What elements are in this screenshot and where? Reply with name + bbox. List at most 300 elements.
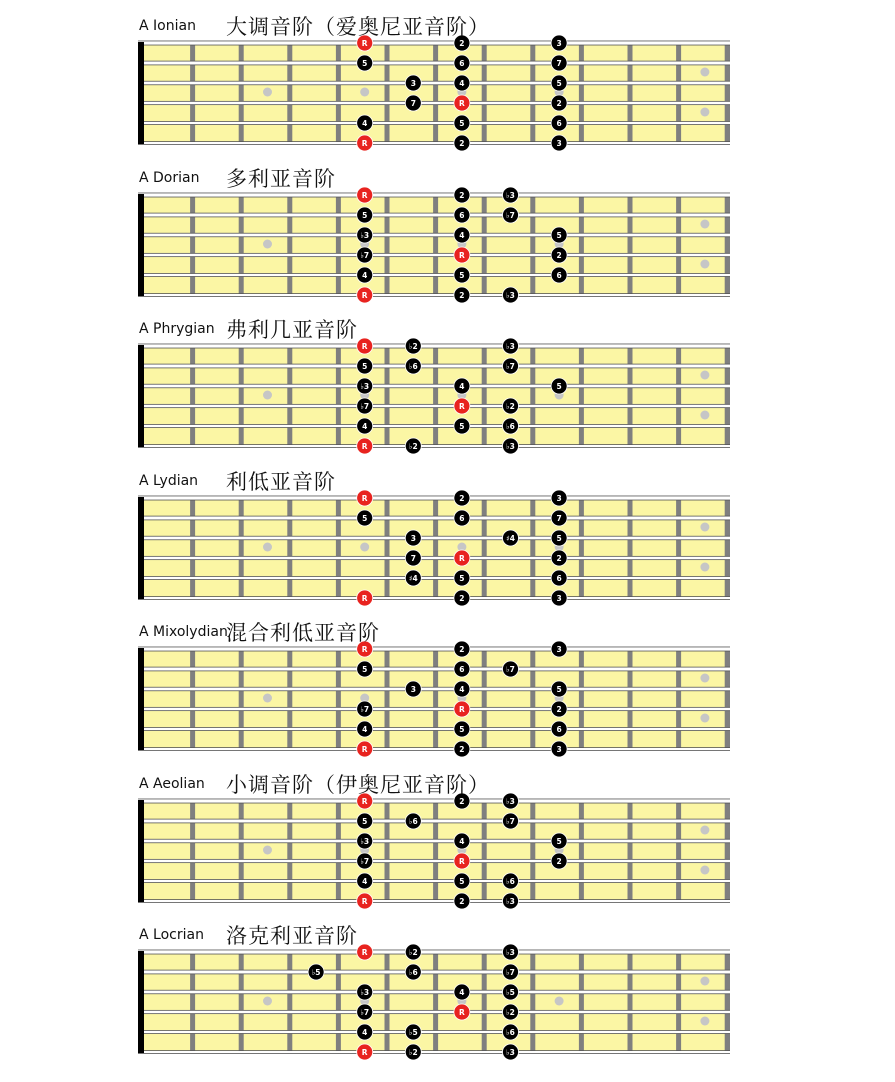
scale-note [357,1024,373,1040]
scale-note [503,287,519,303]
fret-inlay [700,674,709,683]
note-label: R [361,1048,368,1057]
note-label: 4 [362,1028,368,1037]
fretboard-edge [726,648,730,750]
scale-note [357,813,373,829]
note-label: 2 [459,290,465,300]
note-label: 5 [362,513,368,523]
scale-note [454,984,470,1000]
note-label: R [459,705,465,714]
fret-inlay [263,391,272,400]
scale-note [454,510,470,526]
fret-wire [530,42,535,144]
fret-wire [385,800,390,902]
fret-inlay [700,108,709,117]
scale-note [357,853,373,869]
note-label: 3 [556,493,562,503]
scale-note [454,418,470,434]
note-label: ♭3 [360,382,370,391]
note-label: R [361,796,368,806]
fretboard-diagram [0,606,895,757]
note-label: ♯4 [506,533,515,543]
scale-note [503,964,519,980]
fret-inlay [263,542,272,551]
fret-wire [287,951,292,1053]
scale-note [551,853,567,869]
fret-wire [676,194,681,296]
fret-wire [628,800,633,902]
fret-wire [628,951,633,1053]
scale-note [454,287,470,303]
note-label: 5 [459,725,465,734]
scale-chinese-name: 大调音阶（爱奥尼亚音阶） [226,15,490,39]
note-label: 4 [362,725,368,734]
note-label: ♭3 [506,290,515,300]
root-note [454,853,470,869]
scale-section [0,0,895,151]
fret-wire [239,497,244,599]
scale-english-name: A Ionian [139,18,196,34]
string-line [138,971,730,974]
nut [138,345,144,447]
scale-note [551,590,567,606]
fret-wire [336,42,341,144]
fret-inlay [700,522,709,531]
scale-note [503,873,519,889]
note-label: ♭6 [506,422,515,431]
fret-inlay [700,865,709,874]
note-label: ♭5 [506,988,515,997]
note-label: 7 [410,99,416,108]
note-label: ♭7 [506,816,515,826]
scale-note [551,35,567,51]
scale-note [503,530,519,546]
fret-wire [190,345,195,447]
fret-inlay [360,88,369,97]
string-line [138,597,730,599]
fret-wire [579,194,584,296]
fret-wire [628,194,633,296]
scale-note [454,681,470,697]
note-label: 7 [410,553,416,563]
fret-inlay [360,542,369,551]
note-label: 5 [362,362,368,371]
root-note [357,490,373,506]
scale-note [503,1004,519,1020]
scale-note [454,207,470,223]
note-label: 5 [556,836,562,846]
scale-note [454,135,470,151]
note-label: ♭7 [506,968,515,977]
fretboard-edge [726,42,730,144]
scale-note [551,267,567,283]
string-line [138,1051,730,1053]
scale-note [357,398,373,414]
scale-note [551,701,567,717]
string-line [138,445,730,447]
scale-note [503,1044,519,1060]
string-line [138,253,730,256]
nut [138,951,144,1053]
note-label: R [459,250,465,260]
note-label: R [361,39,368,48]
fret-inlay [700,825,709,834]
note-label: 5 [556,685,562,694]
note-label: 4 [459,79,465,88]
fret-inlay [700,714,709,723]
scale-note [357,873,373,889]
note-label: 4 [459,230,465,240]
fret-inlay [700,977,709,986]
note-label: 3 [556,645,562,654]
fret-wire [676,42,681,144]
fret-inlay [700,411,709,420]
fret-inlay [700,68,709,77]
note-label: ♭6 [506,876,515,886]
note-label: ♭3 [506,190,515,200]
note-label: 6 [459,513,465,523]
string-line [138,1011,730,1014]
fret-wire [190,194,195,296]
note-label: 3 [556,593,562,603]
note-label: 7 [556,59,562,68]
root-note [357,438,373,454]
nut [138,42,144,144]
string-line [138,62,730,65]
scale-section [0,455,895,606]
root-note [454,247,470,263]
fret-wire [287,648,292,750]
scale-note [551,378,567,394]
fretboard-diagram [0,909,895,1060]
fret-wire [190,42,195,144]
scale-note [551,721,567,737]
fret-inlay [263,239,272,248]
scale-english-name: A Dorian [139,169,200,186]
fret-wire [579,800,584,902]
scale-note [454,873,470,889]
string-line [138,294,730,296]
note-label: ♭3 [360,230,370,240]
fret-wire [336,800,341,902]
scale-note [503,944,519,960]
fret-inlay [700,1017,709,1026]
scale-note [503,207,519,223]
scale-note [357,55,373,71]
scale-note [454,721,470,737]
note-label: ♭7 [360,705,370,714]
scale-section [0,303,895,454]
scale-note [551,530,567,546]
fret-wire [239,345,244,447]
note-label: ♭3 [506,442,515,451]
fret-wire [530,497,535,599]
scale-chinese-name: 混合利低亚音阶 [226,621,380,645]
fret-wire [530,800,535,902]
fret-wire [433,497,438,599]
note-label: 5 [459,270,465,280]
fret-inlay [263,997,272,1006]
note-label: 4 [459,988,465,997]
scale-section [0,606,895,757]
string-line [138,516,730,519]
scale-note [454,55,470,71]
fret-wire [190,951,195,1053]
scale-note [454,661,470,677]
scale-note [454,378,470,394]
string-line [138,799,730,802]
note-label: 4 [459,382,465,391]
scale-note [405,944,421,960]
note-label: ♭6 [408,362,418,371]
string-line [138,728,730,730]
note-label: 5 [362,665,368,674]
note-label: 2 [556,99,562,108]
fret-wire [336,194,341,296]
scale-note [454,227,470,243]
scale-chinese-name: 多利亚音阶 [226,166,336,191]
scale-note [357,227,373,243]
scale-note [551,227,567,243]
string-line [138,900,730,902]
note-label: ♭5 [311,968,321,977]
fret-wire [385,345,390,447]
fret-wire [385,648,390,750]
note-label: 5 [459,119,465,128]
fret-wire [530,194,535,296]
note-label: ♭2 [506,402,515,411]
string-line [138,950,730,953]
string-line [138,839,730,842]
scale-note [551,95,567,111]
scale-chinese-name: 弗利几亚音阶 [226,318,358,342]
note-label: ♭7 [360,1008,370,1017]
note-label: 2 [459,190,465,200]
note-label: ♭5 [408,1028,418,1037]
scale-note [503,418,519,434]
note-label: 2 [556,250,562,260]
scale-note [405,550,421,566]
string-line [138,233,730,236]
note-label: R [361,442,368,451]
note-label: 3 [556,139,562,148]
root-note [357,287,373,303]
string-line [138,385,730,388]
fret-wire [433,42,438,144]
fret-wire [287,497,292,599]
scale-note [454,490,470,506]
scale-note [551,641,567,657]
nut [138,800,144,902]
note-label: R [459,99,465,108]
fret-wire [530,648,535,750]
scale-english-name: A Lydian [139,472,199,489]
root-note [357,944,373,960]
scale-section [0,909,895,1060]
note-label: 2 [459,745,465,754]
string-line [138,425,730,427]
note-label: 4 [362,270,368,280]
string-line [138,819,730,822]
root-note [454,398,470,414]
fret-inlay [700,219,709,228]
note-label: 2 [459,139,465,148]
note-label: R [361,896,368,906]
note-label: R [361,139,368,148]
note-label: ♭7 [506,362,515,371]
string-line [138,991,730,994]
fret-wire [482,951,487,1053]
scale-note [357,510,373,526]
note-label: R [361,342,368,351]
note-label: R [459,402,465,411]
fret-wire [239,951,244,1053]
note-label: 2 [459,796,465,806]
string-line [138,748,730,750]
note-label: 4 [459,836,465,846]
scale-note [454,590,470,606]
scale-note [357,418,373,434]
string-line [138,1031,730,1033]
root-note [454,95,470,111]
note-label: 6 [556,573,562,583]
note-label: ♭2 [408,442,418,451]
note-label: ♭2 [408,1048,418,1057]
string-line [138,647,730,650]
fret-wire [433,951,438,1053]
string-line [138,496,730,499]
scale-note [405,530,421,546]
root-note [357,135,373,151]
note-label: ♭7 [506,210,515,220]
scale-note [357,115,373,131]
string-line [138,405,730,408]
note-label: 5 [459,422,465,431]
root-note [357,338,373,354]
note-label: 2 [556,553,562,563]
scale-english-name: A Mixolydian [139,624,228,640]
scale-note [357,661,373,677]
fret-wire [628,42,633,144]
root-note [357,1044,373,1060]
fret-wire [287,42,292,144]
scale-note [454,570,470,586]
note-label: ♭3 [506,948,515,957]
fret-wire [190,497,195,599]
scale-note [357,1004,373,1020]
scale-note [405,338,421,354]
scale-note [405,681,421,697]
root-note [357,590,373,606]
scale-english-name: A Aeolian [139,775,205,792]
note-label: 5 [556,382,562,391]
note-label: 6 [459,210,465,220]
nut [138,648,144,750]
note-label: R [459,553,465,563]
fret-wire [482,194,487,296]
fret-wire [239,800,244,902]
scale-chinese-name: 利低亚音阶 [226,469,336,494]
note-label: 5 [362,210,368,220]
scale-note [405,75,421,91]
note-label: 5 [362,59,368,68]
fret-wire [482,648,487,750]
string-line [138,193,730,196]
string-line [138,688,730,691]
fretboard-diagram [0,455,895,606]
scale-note [454,187,470,203]
fret-wire [579,42,584,144]
scale-note [405,1024,421,1040]
fret-wire [190,800,195,902]
scale-note [503,893,519,909]
root-note [357,741,373,757]
fret-wire [433,648,438,750]
fret-wire [482,345,487,447]
fret-wire [676,345,681,447]
note-label: 4 [362,422,368,431]
note-label: ♭7 [506,665,515,674]
root-note [454,1004,470,1020]
string-line [138,213,730,216]
fret-wire [676,951,681,1053]
scale-section [0,152,895,303]
fretboard-diagram [0,303,895,454]
string-line [138,708,730,711]
string-line [138,273,730,275]
fret-wire [287,800,292,902]
fret-wire [628,497,633,599]
note-label: R [361,593,368,603]
note-label: ♭7 [360,250,370,260]
fret-wire [287,194,292,296]
nut [138,497,144,599]
note-label: 2 [459,39,465,48]
fret-wire [676,800,681,902]
fretboard-diagram [0,152,895,303]
scale-note [551,490,567,506]
scale-chinese-name: 洛克利亚音阶 [226,924,358,948]
scale-note [454,267,470,283]
root-note [357,893,373,909]
scale-note [551,510,567,526]
scale-note [503,338,519,354]
scale-note [503,358,519,374]
note-label: 5 [556,230,562,240]
scale-note [405,570,421,586]
string-line [138,576,730,578]
fret-wire [433,194,438,296]
note-label: 5 [362,816,368,826]
scale-note [357,358,373,374]
fret-wire [385,194,390,296]
scale-note [503,398,519,414]
note-label: ♯4 [408,573,418,583]
fret-inlay [555,997,564,1006]
fretboard-edge [726,951,730,1053]
scale-note [405,1044,421,1060]
note-label: 4 [362,876,368,886]
scale-chinese-name: 小调音阶（伊奥尼亚音阶） [226,772,490,797]
note-label: 2 [459,645,465,654]
note-label: 6 [556,725,562,734]
note-label: ♭3 [360,988,370,997]
scale-note [357,378,373,394]
fret-wire [385,951,390,1053]
note-label: 3 [556,745,562,754]
scale-note [551,833,567,849]
scale-note [503,793,519,809]
